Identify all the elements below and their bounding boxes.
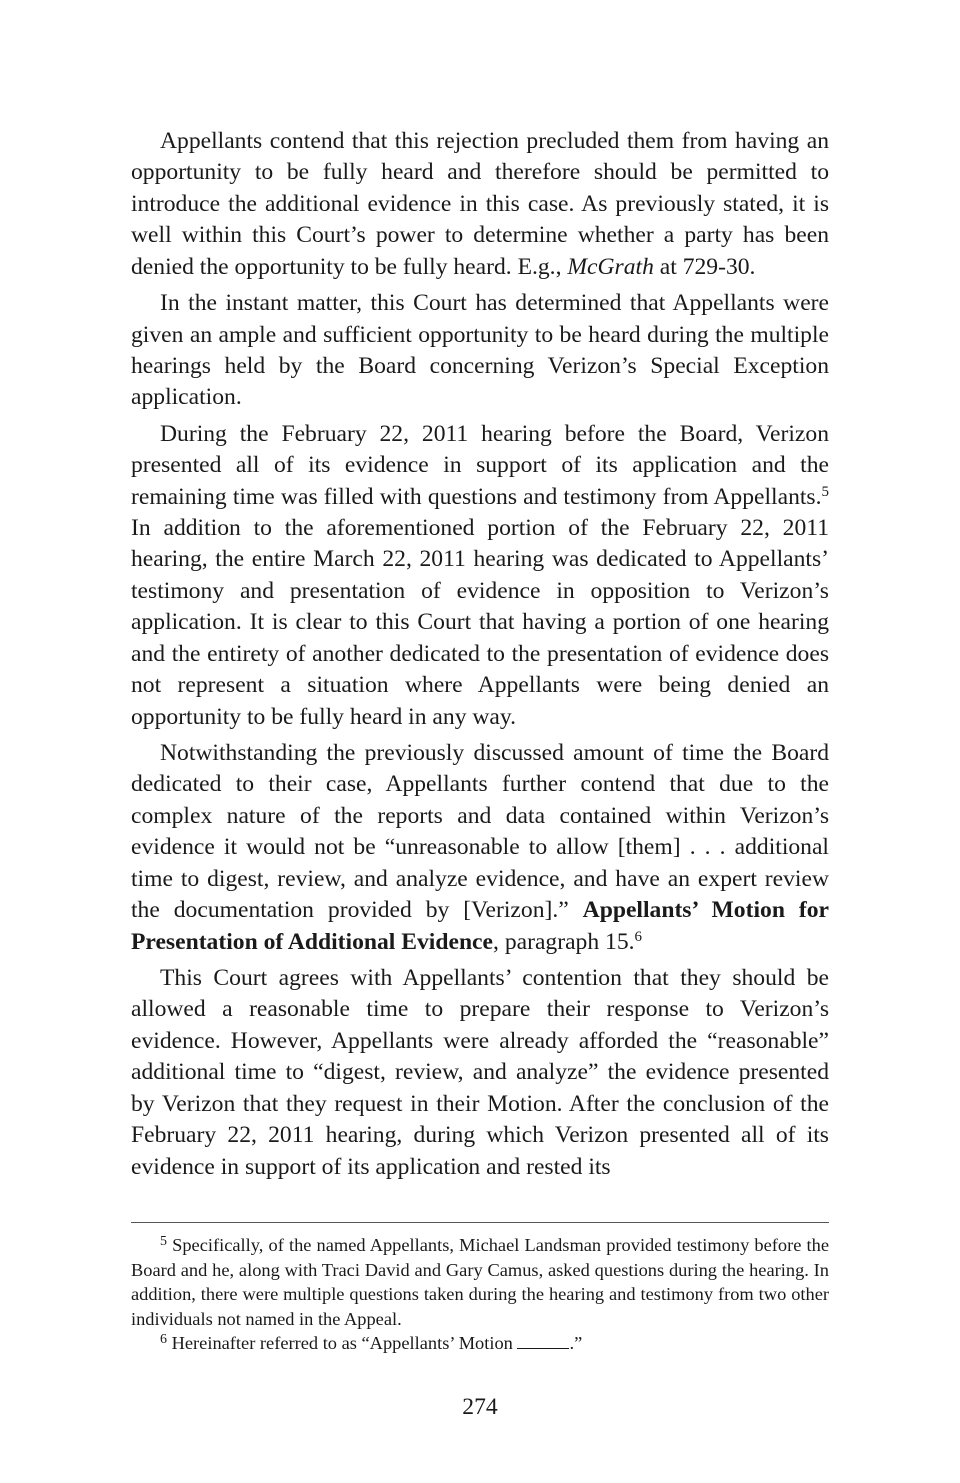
blank-line [517,1336,569,1349]
paragraph-5 [131,963,829,1183]
paragraph-2 [131,288,829,414]
footnote-ref-5[interactable]: 5 [821,483,829,500]
footnote-ref-6[interactable]: 6 [634,928,643,945]
footnote-6-number: 6 [160,1332,167,1348]
footnote-6-text: Hereinafter referred to as “Appellants’ Motion [167,1333,518,1354]
motion-citation: Appellants’ Motion for Presentation of Additional Evidence [131,897,830,955]
footnote-5-number: 5 [160,1234,167,1249]
case-citation: McGrath [567,253,654,280]
footnote-5 [131,1233,829,1331]
page-number: 274 [462,1394,498,1420]
footnote-6 [131,1331,829,1356]
main-text [131,126,829,1188]
paragraph-2-text: In the instant matter, this Court has determined that Appellants were given an ample and sufficient opportunity to be heard during the multiple hearings held by the Board concerning Verizon’s Special Exception application. [131,290,829,411]
footnote-6-closing: .” [569,1333,583,1354]
footnote-5-text: Specifically, of the named Appellants, Michael Landsman provided testimony before the Board and he, along with Traci David and Gary Camus, asked questions during the hearing. In addition, there were multiple questions taken during the hearing and testimony from two other individuals not named in the Appeal. [131,1235,829,1329]
paragraph-5-text: This Court agrees with Appellants’ contention that they should be allowed a reasonable time to prepare their response to Verizon’s evidence. However, Appellants were already afforded the “reasonable” additional time to “digest, review, and analyze” the evidence presented by Verizon that they request in their Motion. After the conclusion of the February 22, 2011 hearing, during which Verizon presented all of its evidence in support of its application and rested its [131,964,829,1180]
paragraph-3-text: During the February 22, 2011 hearing before the Board, Verizon presented all of its evidence in support of its application and the remaining time was filled with questions and testimony from Appellants. [131,420,829,510]
paragraph-1-text: Appellants contend that this rejection precluded them from having an opportunity to be fully heard and therefore should be permitted to introduce the additional evidence in this case. As previously stated, it is well within this Court’s power to determine whether a party has been denied the opportunity to be fully heard. E.g., [131,128,829,280]
paragraph-4-tail: , paragraph 15. [493,928,635,955]
paragraph-1-tail: at 729-30. [653,253,756,280]
paragraph-1 [131,126,829,283]
paragraph-4-text: Notwithstanding the previously discussed amount of time the Board dedicated to their case, Appellants further contend that due to the complex nature of the reports and data contained within Verizon’s evidence it would not be “unreasonable to allow [them] . . . additional time to digest, review, and analyze evidence, and have an expert review the documentation provided by [Verizon].” [131,740,829,924]
paragraph-4 [131,738,829,958]
footnotes [131,1233,829,1356]
paragraph-3 [131,419,829,734]
paragraph-3-continued: In addition to the aforementioned portion of the February 22, 2011 hearing, the entire March 22, 2011 hearing was dedicated to Appellants’ testimony and presentation of evidence in opposition to Verizon’s application. It is clear to this Court that having a portion of one hearing and the entirety of another dedicated to the presentation of evidence does not represent a situation where Appellants were being denied an opportunity to be fully heard in any way. [131,515,829,730]
footnote-divider [131,1222,829,1223]
